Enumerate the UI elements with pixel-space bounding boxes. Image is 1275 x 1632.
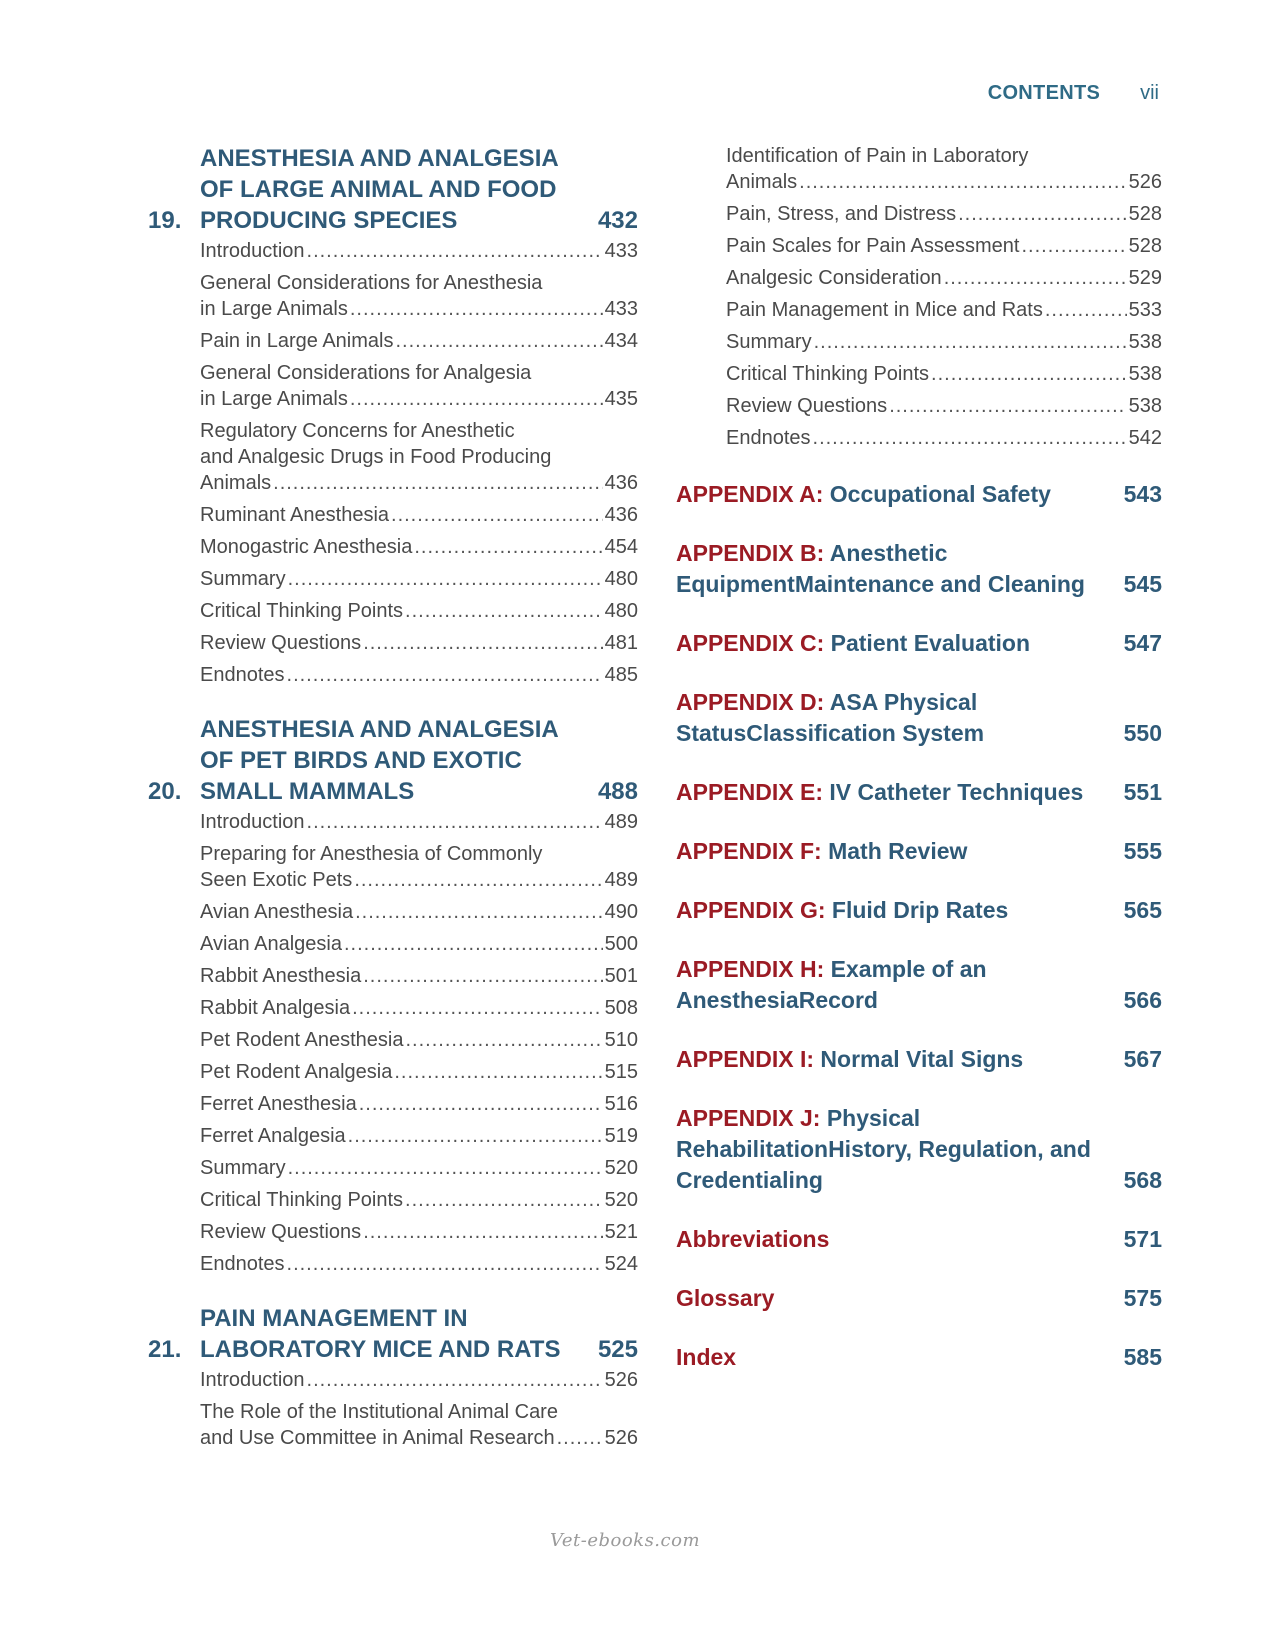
- dot-leader: [363, 1219, 602, 1245]
- appendix-title: [676, 687, 1102, 749]
- toc-entry-title: Analgesic Consideration: [726, 267, 942, 289]
- toc-entry-title: Rabbit Anesthesia: [200, 965, 362, 987]
- dot-leader: [799, 169, 1126, 195]
- toc-entry[interactable]: [200, 809, 638, 835]
- toc-entry-page: 436: [604, 504, 638, 526]
- appendix-title-text: [814, 1046, 1023, 1072]
- dot-leader: [350, 296, 603, 322]
- appendix-title: [676, 1342, 1102, 1373]
- appendix-page: 565: [1123, 897, 1162, 923]
- toc-entry[interactable]: [200, 598, 638, 624]
- toc-entry-page: 520: [604, 1157, 638, 1179]
- toc-entry-title: Pain, Stress, and Distress: [726, 203, 957, 225]
- chapter-block: [148, 1303, 638, 1451]
- toc-entry-leader-row: [726, 201, 1162, 227]
- toc-entry-leader-row: [200, 630, 638, 656]
- toc-entry-leader-row: [200, 1027, 638, 1053]
- chapter-block: [148, 143, 638, 688]
- appendix-title: [676, 538, 1102, 600]
- dot-leader: [363, 630, 602, 656]
- dot-leader: [405, 1187, 603, 1213]
- toc-entry-leader-row: [200, 963, 638, 989]
- chapter-title-line: SMALL MAMMALS: [200, 778, 415, 805]
- dot-leader: [288, 566, 603, 592]
- toc-entry-title: Introduction: [200, 240, 305, 262]
- toc-entry-page: 508: [604, 997, 638, 1019]
- appendix-page: 566: [1123, 987, 1162, 1013]
- toc-entry-page: 542: [1128, 427, 1162, 449]
- chapter-page: 432: [597, 207, 638, 234]
- toc-entry-title: Animals: [200, 472, 272, 494]
- toc-entry-leader-row: [726, 233, 1162, 259]
- chapter-number: 21.: [148, 1336, 182, 1363]
- dot-leader: [352, 995, 603, 1021]
- dot-leader: [395, 328, 602, 354]
- appendix-title: [676, 479, 1102, 510]
- dot-leader: [363, 963, 602, 989]
- toc-entry[interactable]: [200, 1027, 638, 1053]
- toc-entry-leader-row: [726, 361, 1162, 387]
- appendix-label: Abbreviations: [676, 1226, 830, 1252]
- dot-leader: [348, 1123, 603, 1149]
- toc-entry[interactable]: [726, 233, 1162, 259]
- toc-entry-leader-row: [726, 169, 1162, 195]
- toc-entry-leader-row: [200, 1251, 638, 1277]
- toc-entry-page: 538: [1128, 363, 1162, 385]
- toc-entry[interactable]: [726, 361, 1162, 387]
- chapter-title-line: PAIN MANAGEMENT IN: [200, 1305, 468, 1332]
- appendix-title-line: Record: [798, 987, 878, 1013]
- toc-entry-leader-row: [200, 1091, 638, 1117]
- toc-entry-title: and Use Committee in Animal Research: [200, 1427, 555, 1449]
- appendix-title-line: Anesthetic Equipment: [676, 540, 948, 597]
- appendix-title-line: Fluid Drip Rates: [831, 897, 1009, 923]
- appendix-title-line: Example of an Anesthesia: [676, 956, 987, 1013]
- chapter-21-continued-entries: [726, 143, 1162, 451]
- appendix-page: 551: [1123, 779, 1162, 805]
- toc-entry[interactable]: [200, 502, 638, 528]
- chapter-entries: [200, 1367, 638, 1451]
- appendix-entry[interactable]: [676, 628, 1162, 659]
- dot-leader: [350, 386, 603, 412]
- toc-entry-title-line: General Considerations for Anesthesia: [200, 272, 543, 294]
- toc-entry[interactable]: [200, 1367, 638, 1393]
- dot-leader: [355, 899, 603, 925]
- appendix-title: [676, 628, 1102, 659]
- dot-leader: [405, 1027, 602, 1053]
- toc-entry-page: 528: [1128, 235, 1162, 257]
- chapter-heading[interactable]: [148, 714, 638, 807]
- appendix-page: 571: [1123, 1226, 1162, 1252]
- appendix-label: APPENDIX A:: [676, 481, 824, 507]
- appendix-entry[interactable]: [676, 954, 1162, 1016]
- dot-leader: [359, 1091, 603, 1117]
- toc-entry-page: 538: [1128, 395, 1162, 417]
- toc-entry-page: 529: [1128, 267, 1162, 289]
- toc-entry[interactable]: [200, 931, 638, 957]
- toc-entry-title: in Large Animals: [200, 388, 348, 410]
- dot-leader: [958, 201, 1127, 227]
- dot-leader: [931, 361, 1127, 387]
- toc-entry[interactable]: [726, 265, 1162, 291]
- appendix-label: APPENDIX G:: [676, 897, 826, 923]
- toc-entry[interactable]: [200, 1155, 638, 1181]
- appendix-title-line: IV Catheter Techniques: [829, 779, 1084, 805]
- appendix-title: [676, 777, 1102, 808]
- dot-leader: [1021, 233, 1126, 259]
- toc-entry-leader-row: [200, 662, 638, 688]
- toc-entry-leader-row: [200, 470, 638, 496]
- appendix-label: Glossary: [676, 1285, 775, 1311]
- toc-entry-title: Summary: [200, 568, 286, 590]
- chapter-title-line: OF PET BIRDS AND EXOTIC: [200, 747, 522, 774]
- dot-leader: [405, 598, 603, 624]
- toc-entry-page: 436: [604, 472, 638, 494]
- appendix-entry[interactable]: [676, 895, 1162, 926]
- appendix-entry[interactable]: [676, 687, 1162, 749]
- toc-entry-page: 526: [604, 1369, 638, 1391]
- toc-entry-title-line: Regulatory Concerns for Anesthetic: [200, 420, 515, 442]
- appendix-entry[interactable]: [676, 836, 1162, 867]
- toc-entry-page: 526: [1128, 171, 1162, 193]
- dot-leader: [307, 1367, 603, 1393]
- toc-entry[interactable]: [200, 418, 638, 496]
- appendix-entry[interactable]: [676, 479, 1162, 510]
- chapter-number: 19.: [148, 207, 182, 234]
- toc-entry[interactable]: [726, 425, 1162, 451]
- toc-entry-title: Monogastric Anesthesia: [200, 536, 413, 558]
- toc-entry-leader-row: [200, 1425, 638, 1451]
- toc-entry-title: Ferret Anesthesia: [200, 1093, 357, 1115]
- toc-entry[interactable]: [200, 566, 638, 592]
- dot-leader: [287, 662, 603, 688]
- toc-entry-page: 519: [604, 1125, 638, 1147]
- toc-entry-leader-row: [726, 265, 1162, 291]
- watermark-logo: Vet-ebooks.com: [550, 1530, 701, 1551]
- toc-entry-page: 480: [604, 568, 638, 590]
- dot-leader: [391, 502, 603, 528]
- chapter-title: [200, 143, 598, 236]
- appendix-entry[interactable]: [676, 1283, 1162, 1314]
- toc-entry-title: Pain in Large Animals: [200, 330, 394, 352]
- toc-entry[interactable]: [200, 1399, 638, 1451]
- toc-entry-leader-row: [726, 329, 1162, 355]
- running-head-title: CONTENTS: [987, 82, 1101, 104]
- appendix-label: APPENDIX F:: [676, 838, 822, 864]
- appendix-page: 555: [1123, 838, 1162, 864]
- toc-entry-page: 433: [604, 240, 638, 262]
- toc-entry-title: Ruminant Anesthesia: [200, 504, 390, 526]
- toc-entry-title: Summary: [200, 1157, 286, 1179]
- appendix-label: APPENDIX J:: [676, 1105, 821, 1131]
- toc-entry-leader-row: [200, 534, 638, 560]
- dot-leader: [813, 425, 1127, 451]
- chapter-title-line: OF LARGE ANIMAL AND FOOD: [200, 176, 557, 203]
- appendix-label: APPENDIX C:: [676, 630, 825, 656]
- toc-entry-page: 510: [604, 1029, 638, 1051]
- toc-entry[interactable]: [200, 1059, 638, 1085]
- toc-entry-title-line: The Role of the Institutional Animal Care: [200, 1401, 558, 1423]
- appendix-label: APPENDIX E:: [676, 779, 823, 805]
- toc-entry-page: 435: [604, 388, 638, 410]
- contents-left-column: [148, 143, 638, 1477]
- toc-entry-title: Introduction: [200, 811, 305, 833]
- appendix-page: 567: [1123, 1046, 1162, 1072]
- toc-entry-title: Ferret Analgesia: [200, 1125, 346, 1147]
- toc-entry[interactable]: [200, 995, 638, 1021]
- appendix-page: 545: [1123, 571, 1162, 597]
- toc-entry-title: Endnotes: [200, 1253, 285, 1275]
- dot-leader: [414, 534, 602, 560]
- appendix-title: [676, 1283, 1102, 1314]
- appendix-label: APPENDIX B:: [676, 540, 825, 566]
- appendix-title: [676, 836, 1102, 867]
- dot-leader: [287, 1251, 603, 1277]
- toc-entry-title: in Large Animals: [200, 298, 348, 320]
- toc-entry-leader-row: [200, 1155, 638, 1181]
- toc-entry-page: 489: [604, 811, 638, 833]
- appendix-page: 543: [1123, 481, 1162, 507]
- toc-entry[interactable]: [726, 201, 1162, 227]
- appendix-label: APPENDIX I:: [676, 1046, 815, 1072]
- toc-entry-title: Endnotes: [200, 664, 285, 686]
- appendix-title-line: ASA Physical Status: [676, 689, 978, 746]
- toc-entry-page: 520: [604, 1189, 638, 1211]
- chapter-block: [148, 714, 638, 1277]
- toc-entry-leader-row: [200, 867, 638, 893]
- toc-entry-leader-row: [200, 809, 638, 835]
- toc-entry[interactable]: [200, 1123, 638, 1149]
- toc-entry[interactable]: [200, 1187, 638, 1213]
- running-head-page-number: vii: [1140, 82, 1159, 104]
- appendix-title: [676, 1224, 1102, 1255]
- toc-entry[interactable]: [200, 534, 638, 560]
- dot-leader: [354, 867, 602, 893]
- appendix-title-line: Normal Vital Signs: [820, 1046, 1024, 1072]
- toc-entry[interactable]: [200, 841, 638, 893]
- toc-entry-leader-row: [200, 296, 638, 322]
- toc-entry-page: 454: [604, 536, 638, 558]
- toc-entry[interactable]: [200, 899, 638, 925]
- toc-entry[interactable]: [726, 297, 1162, 323]
- toc-entry-page: 528: [1128, 203, 1162, 225]
- toc-entry-title-line: Identification of Pain in Laboratory: [726, 145, 1029, 167]
- toc-entry[interactable]: [200, 1091, 638, 1117]
- chapter-entries: [200, 238, 638, 688]
- toc-entry-page: 515: [604, 1061, 638, 1083]
- toc-entry-page: 480: [604, 600, 638, 622]
- toc-entry-leader-row: [200, 566, 638, 592]
- toc-entry[interactable]: [200, 1251, 638, 1277]
- dot-leader: [889, 393, 1126, 419]
- appendix-title: [676, 895, 1102, 926]
- toc-entry-title: Introduction: [200, 1369, 305, 1391]
- toc-entry-title: Summary: [726, 331, 812, 353]
- toc-entry-leader-row: [200, 1059, 638, 1085]
- toc-entry-page: 485: [604, 664, 638, 686]
- toc-entry-leader-row: [200, 899, 638, 925]
- toc-entry-page: 490: [604, 901, 638, 923]
- toc-entry-title-line: Preparing for Anesthesia of Commonly: [200, 843, 543, 865]
- chapter-title-line: ANESTHESIA AND ANALGESIA: [200, 145, 559, 172]
- toc-entry-page: 433: [604, 298, 638, 320]
- appendix-entry[interactable]: [676, 777, 1162, 808]
- appendix-title-line: Classification System: [746, 720, 985, 746]
- chapter-entries: [200, 809, 638, 1277]
- toc-entry-page: 489: [604, 869, 638, 891]
- appendix-title: [676, 1044, 1102, 1075]
- appendix-title-text: [824, 630, 1030, 656]
- toc-entry-leader-row: [726, 297, 1162, 323]
- appendix-title-line: Patient Evaluation: [830, 630, 1031, 656]
- toc-entry[interactable]: [200, 963, 638, 989]
- running-head: [988, 82, 1159, 105]
- toc-entry-leader-row: [200, 1187, 638, 1213]
- appendix-page: 550: [1123, 720, 1162, 746]
- toc-entry-title: Endnotes: [726, 427, 811, 449]
- toc-entry-title: Critical Thinking Points: [200, 600, 404, 622]
- dot-leader: [307, 809, 603, 835]
- dot-leader: [288, 1155, 603, 1181]
- appendix-entry[interactable]: [676, 1103, 1162, 1196]
- toc-entry-leader-row: [726, 425, 1162, 451]
- toc-entry-page: 516: [604, 1093, 638, 1115]
- toc-entry-title: Avian Analgesia: [200, 933, 342, 955]
- toc-entry-page: 524: [604, 1253, 638, 1275]
- toc-entry-page: 533: [1128, 299, 1162, 321]
- toc-entry-leader-row: [726, 393, 1162, 419]
- appendix-title-text: [826, 897, 1009, 923]
- toc-entry[interactable]: [200, 360, 638, 412]
- dot-leader: [814, 329, 1127, 355]
- chapter-title-line: PRODUCING SPECIES: [200, 207, 458, 234]
- toc-entry[interactable]: [726, 393, 1162, 419]
- toc-entry-page: 501: [604, 965, 638, 987]
- appendix-label: APPENDIX H:: [676, 956, 825, 982]
- appendix-entry[interactable]: [676, 1342, 1162, 1373]
- toc-entry-title: Review Questions: [200, 1221, 362, 1243]
- dot-leader: [944, 265, 1127, 291]
- dot-leader: [344, 931, 603, 957]
- toc-entry-title: Pain Management in Mice and Rats: [726, 299, 1043, 321]
- chapter-title: [200, 1303, 598, 1365]
- appendix-title-line: Maintenance and Cleaning: [794, 571, 1085, 597]
- toc-entry-leader-row: [200, 931, 638, 957]
- toc-entry-title-line: and Analgesic Drugs in Food Producing: [200, 446, 552, 468]
- dot-leader: [557, 1425, 603, 1451]
- toc-entry-title: Critical Thinking Points: [726, 363, 930, 385]
- chapter-page: 488: [597, 778, 638, 805]
- toc-entry-title: Pet Rodent Anesthesia: [200, 1029, 404, 1051]
- dot-leader: [394, 1059, 602, 1085]
- appendix-entry[interactable]: [676, 1044, 1162, 1075]
- chapter-heading[interactable]: [148, 1303, 638, 1365]
- toc-entry[interactable]: [200, 238, 638, 264]
- toc-entry-title: Pain Scales for Pain Assessment: [726, 235, 1020, 257]
- toc-entry[interactable]: [726, 329, 1162, 355]
- chapter-title-line: LABORATORY MICE AND RATS: [200, 1336, 561, 1363]
- appendix-title-line: Occupational Safety: [829, 481, 1051, 507]
- appendix-label: APPENDIX D:: [676, 689, 825, 715]
- toc-entry[interactable]: [200, 630, 638, 656]
- toc-entry-page: 481: [604, 632, 638, 654]
- toc-entry-leader-row: [200, 1123, 638, 1149]
- toc-entry-title: Critical Thinking Points: [200, 1189, 404, 1211]
- toc-entry[interactable]: [200, 328, 638, 354]
- toc-entry-page: 434: [604, 330, 638, 352]
- appendix-page: 575: [1123, 1285, 1162, 1311]
- toc-entry-title: Avian Anesthesia: [200, 901, 354, 923]
- dot-leader: [1045, 297, 1127, 323]
- chapter-title: [200, 714, 598, 807]
- toc-entry[interactable]: [200, 662, 638, 688]
- appendix-title-line: Physical Rehabilitation: [676, 1105, 921, 1162]
- appendix-title-text: [823, 779, 1083, 805]
- appendix-list: [676, 479, 1162, 1373]
- toc-entry-title-line: General Considerations for Analgesia: [200, 362, 532, 384]
- toc-entry[interactable]: [200, 270, 638, 322]
- appendix-title-text: [823, 481, 1051, 507]
- toc-entry-leader-row: [200, 386, 638, 412]
- appendix-page: 568: [1123, 1167, 1162, 1193]
- toc-entry[interactable]: [726, 143, 1162, 195]
- toc-entry-leader-row: [200, 995, 638, 1021]
- toc-entry-leader-row: [200, 1367, 638, 1393]
- toc-entry-title: Rabbit Analgesia: [200, 997, 351, 1019]
- toc-entry[interactable]: [200, 1219, 638, 1245]
- toc-entry-page: 526: [604, 1427, 638, 1449]
- dot-leader: [273, 470, 602, 496]
- chapter-heading[interactable]: [148, 143, 638, 236]
- toc-entry-page: 500: [604, 933, 638, 955]
- chapter-number: 20.: [148, 778, 182, 805]
- toc-entry-leader-row: [200, 238, 638, 264]
- toc-entry-title: Animals: [726, 171, 798, 193]
- toc-entry-leader-row: [200, 598, 638, 624]
- appendix-page: 547: [1123, 630, 1162, 656]
- appendix-title: [676, 954, 1102, 1016]
- toc-entry-page: 538: [1128, 331, 1162, 353]
- chapter-title-line: ANESTHESIA AND ANALGESIA: [200, 716, 559, 743]
- appendix-page: 585: [1123, 1344, 1162, 1370]
- appendix-entry[interactable]: [676, 1224, 1162, 1255]
- toc-entry-title: Seen Exotic Pets: [200, 869, 353, 891]
- appendix-title-text: [822, 838, 968, 864]
- dot-leader: [307, 238, 603, 264]
- toc-entry-leader-row: [200, 1219, 638, 1245]
- toc-entry-title: Review Questions: [726, 395, 888, 417]
- appendix-title-line: History, Regulation, and Credentialing: [676, 1136, 1091, 1193]
- contents-right-column: [676, 143, 1162, 1401]
- appendix-entry[interactable]: [676, 538, 1162, 600]
- toc-entry-title: Pet Rodent Analgesia: [200, 1061, 393, 1083]
- toc-entry-page: 521: [604, 1221, 638, 1243]
- appendix-title-line: Math Review: [828, 838, 968, 864]
- appendix-title: [676, 1103, 1102, 1196]
- toc-entry-title: Review Questions: [200, 632, 362, 654]
- chapter-page: 525: [597, 1336, 638, 1363]
- toc-entry-leader-row: [200, 502, 638, 528]
- toc-entry-leader-row: [200, 328, 638, 354]
- appendix-label: Index: [676, 1344, 737, 1370]
